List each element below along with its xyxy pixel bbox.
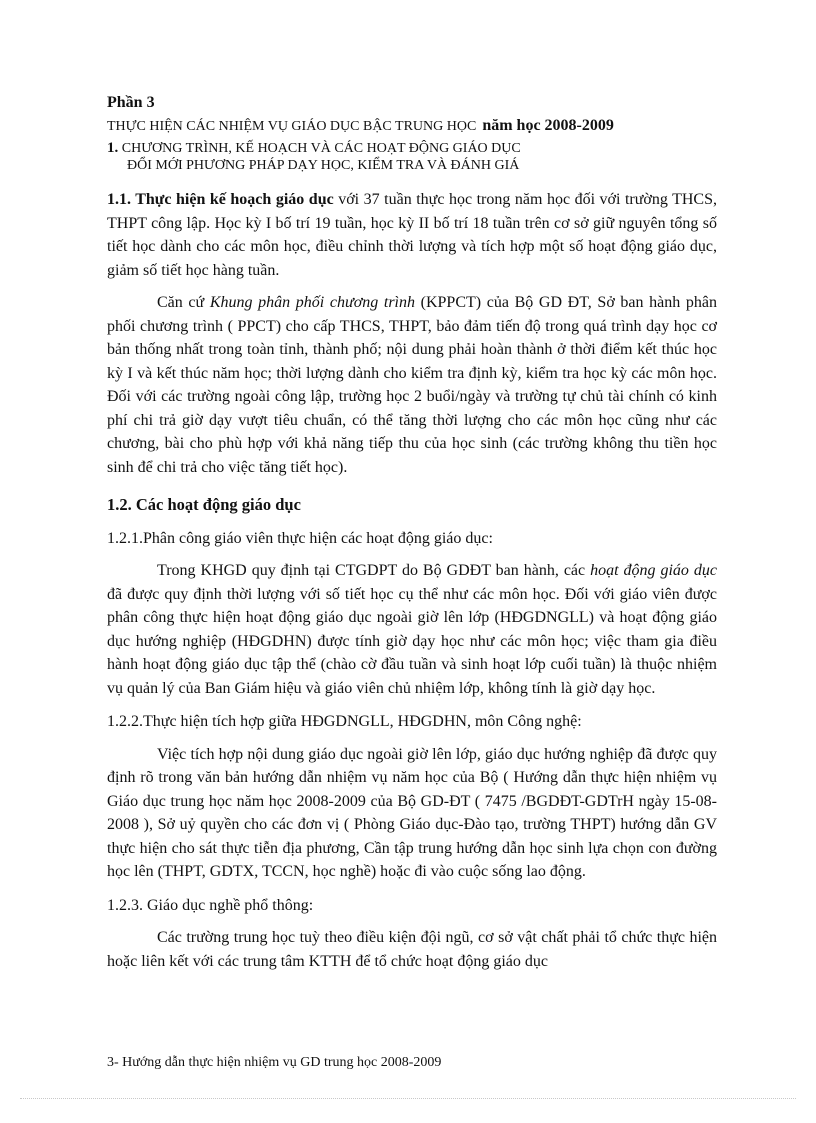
paragraph-kppct-a: Căn cứ	[157, 294, 210, 311]
subsection-title-line2: ĐỔI MỚI PHƯƠNG PHÁP DẠY HỌC, KIỂM TRA VÀ ĐÁNH GIÁ	[127, 158, 520, 173]
paragraph-nghe-pho-thong: Các trường trung học tuỳ theo điều kiện đội ngũ, cơ sở vật chất phải tổ chức thực hiện hoặc liên kết với các trung tâm KTTH để tổ chức hoạt động giáo dục	[107, 929, 717, 970]
paragraph-kppct	[107, 291, 717, 479]
paragraph-1-1-text: với 37 tuần thực học trong năm học đối với trường THCS, THPT công lập. Học kỳ I bố trí 19 tuần, học kỳ II bố trí 18 tuần trên cơ sở giữ nguyên tổng số tiết học dành cho các môn học, điều chỉnh thời lượng và tích hợp một số hoạt động giáo dục, giảm số tiết học hàng tuần.	[107, 191, 718, 279]
page-bottom-divider	[20, 1098, 796, 1099]
subsection-title-line1: CHƯƠNG TRÌNH, KẾ HOẠCH VÀ CÁC HOẠT ĐỘNG GIÁO DỤC	[121, 141, 521, 156]
subsection-number: 1.	[107, 140, 119, 156]
subheading-1-2-2: 1.2.2.Thực hiện tích hợp giữa HĐGDNGLL, HĐGDHN, môn Công nghệ:	[107, 713, 582, 730]
paragraph-1-1	[107, 188, 717, 282]
section-title: THỰC HIỆN CÁC NHIỆM VỤ GIÁO DỤC BẬC TRUNG HỌC	[107, 119, 477, 134]
subheading-1-2-1: 1.2.1.Phân công giáo viên thực hiện các hoạt động giáo dục:	[107, 529, 493, 547]
subsection-title	[107, 140, 717, 174]
paragraph-khgd-italic: hoạt động giáo dục	[590, 562, 717, 579]
subheading-1-2-3: 1.2.3. Giáo dục nghề phổ thông:	[107, 896, 314, 914]
heading-1-1: 1.1. Thực hiện kế hoạch giáo dục	[107, 191, 334, 208]
paragraph-khgd-a: Trong KHGD quy định tại CTGDPT do Bộ GDĐT ban hành, các	[157, 562, 591, 579]
heading-1-2: 1.2. Các hoạt động giáo dục	[107, 495, 301, 514]
part-title: Phần 3	[107, 94, 155, 111]
paragraph-tich-hop: Việc tích hợp nội dung giáo dục ngoài giờ lên lớp, giáo dục hướng nghiệp đã được quy định rõ trong văn bản hướng dẫn nhiệm vụ năm học của Bộ ( Hướng dẫn thực hiện nhiệm vụ Giáo dục trung học năm học 2008-2009 của Bộ GD-ĐT ( 7475 /BGDĐT-GDTrH ngày 15-08-2008 ), Sở uỷ quyền cho các đơn vị ( Phòng Giáo dục-Đào tạo, trường THPT) hướng dẫn GV thực hiện cho sát thực tiễn địa phương, Cần tập trung hướng dẫn học sinh lựa chọn con đường học lên (THPT, GDTX, TCCN, học nghề) hoặc đi vào cuộc sống lao động.	[107, 745, 717, 880]
paragraph-kppct-b: (KPPCT) của Bộ GD ĐT, Sở ban hành phân phối chương trình ( PPCT) cho cấp THCS, THPT, bảo đảm tiến độ trong quá trình dạy học cơ bản thống nhất trong toàn tỉnh, thành phố; nội dung phải hoàn thành ở thời điểm kết thúc học kỳ I và kết thúc năm học; thời lượng dành cho kiểm tra định kỳ, kiểm tra học kỳ các môn học. Đối với các trường ngoài công lập, trường học 2 buổi/ngày và trường tự chủ tài chính có kinh phí chi trả giờ dạy vượt tiêu chuẩn, có thể tăng thời lượng cho các môn học cũng như các chương, bài cho phù hợp với khả năng tiếp thu của học sinh (các trường không thu tiền học sinh để chi trả cho việc tăng tiết học).	[107, 294, 717, 476]
paragraph-kppct-italic: Khung phân phối chương trình	[209, 294, 415, 311]
school-year: năm học 2008-2009	[482, 117, 614, 134]
paragraph-khgd-b: đã được quy định thời lượng với số tiết học cụ thể như các môn học. Đối với giáo viên được phân công thực hiện hoạt động giáo dục ngoài giờ lên lớp (HĐGDNGLL) và hoạt động giáo dục hướng nghiệp (HĐGDHN) được tính giờ dạy học như các môn học; việc tham gia điều hành hoạt động giáo dục tập thể (chào cờ đầu tuần và sinh hoạt lớp cuối tuần) là thuộc nhiệm vụ quản lý của Ban Giám hiệu và giáo viên chủ nhiệm lớp, không tính là giờ dạy học.	[107, 585, 717, 697]
section-title-line	[107, 116, 717, 137]
paragraph-khgd	[107, 559, 717, 700]
page-footer: 3- Hướng dẫn thực hiện nhiệm vụ GD trung học 2008-2009	[107, 1055, 442, 1070]
page-content	[107, 93, 717, 973]
